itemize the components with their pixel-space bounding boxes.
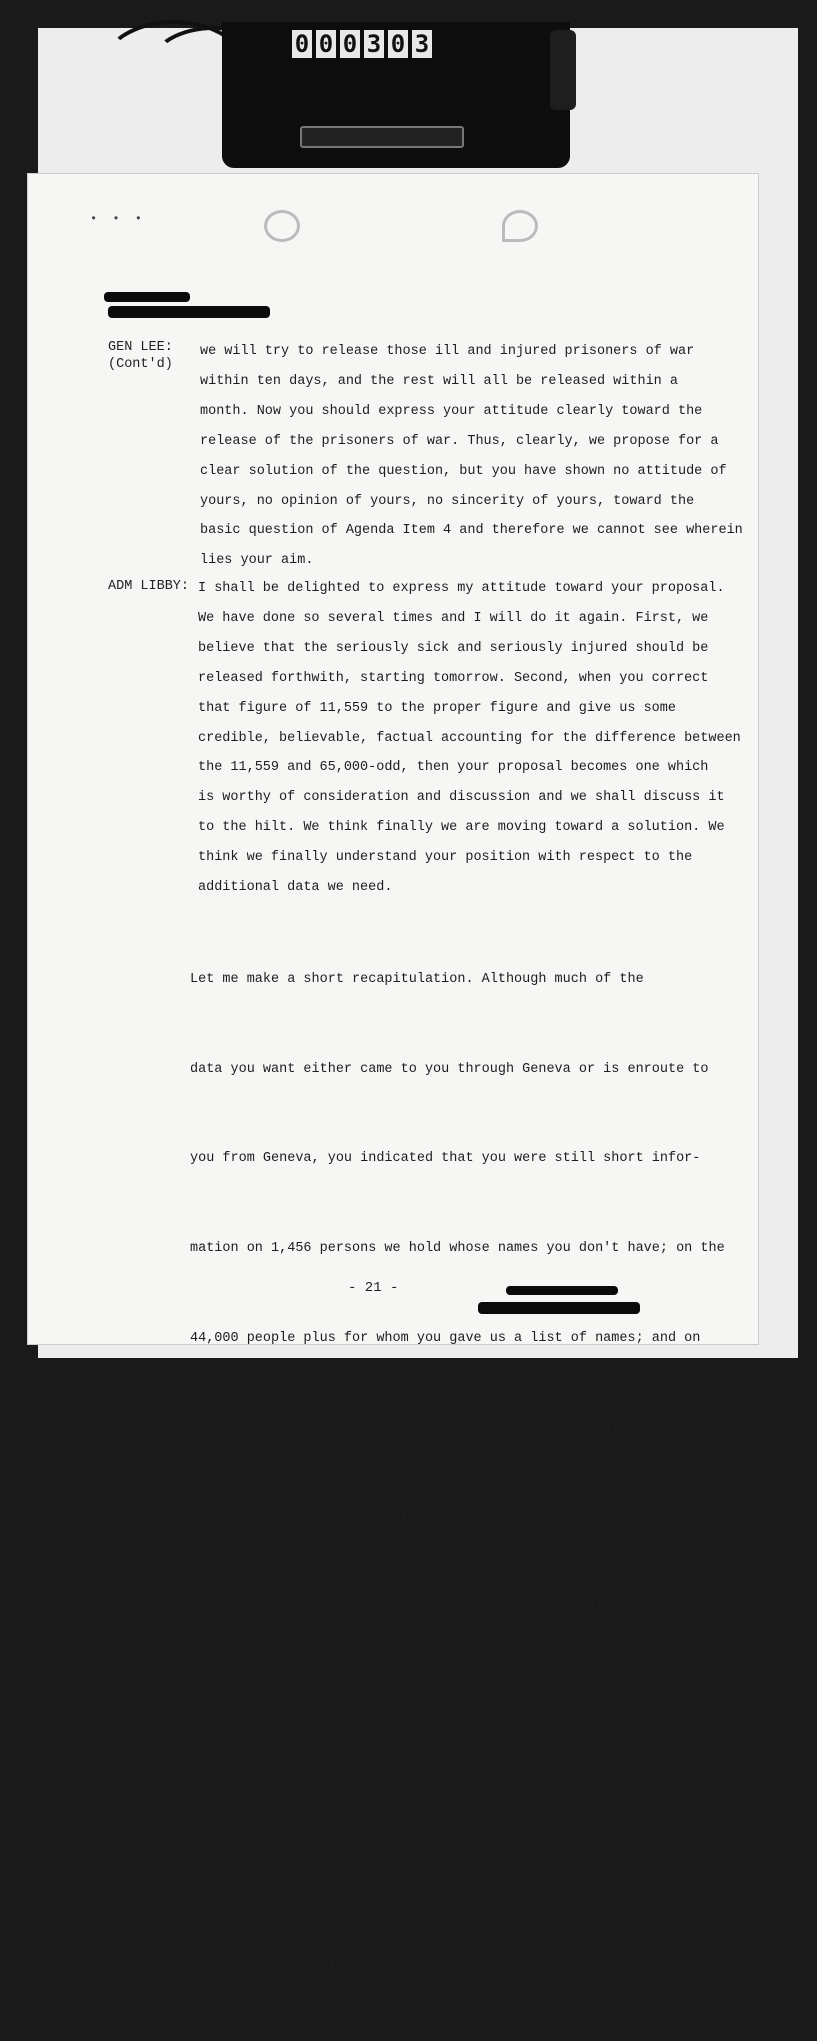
counter-plate <box>300 126 464 148</box>
text-line: yours, no opinion of yours, no sincerity of yours, toward the <box>200 493 695 509</box>
counter-digit: 0 <box>316 30 336 58</box>
text-line: data you want either came to you through Geneva or is enroute to <box>190 1061 709 1077</box>
text-line: escapees. Since we now know exactly what you need to bring your <box>190 1689 701 1705</box>
speaker-name: ADM LIBBY: <box>108 579 190 594</box>
text-line: released forthwith, starting tomorrow. Second, when you correct <box>198 670 709 686</box>
speech-paragraph <box>190 905 730 2041</box>
text-line: additional data we need. <box>198 880 393 896</box>
document-page <box>28 174 758 1974</box>
text-line: clear solution of the question, but you have shown no attitude of <box>200 463 727 479</box>
text-line: certain information regarding ranks and units. You also indicated, <box>190 1420 725 1436</box>
speaker-note: (Cont'd) <box>108 357 173 372</box>
speech-block <box>200 337 743 576</box>
counter-digit: 0 <box>340 30 360 58</box>
text-line: within ten days, and the rest will all be released within a <box>200 373 678 389</box>
text-line: basic question of Agenda Item 4 and therefore we cannot see wherein <box>200 523 743 539</box>
counter-digits <box>292 30 432 58</box>
punch-hole-icon <box>264 210 300 242</box>
text-line: month. Now you should express your attitude clearly toward the <box>200 403 703 419</box>
text-line: release of the prisoners of war. Thus, clearly, we propose for a <box>200 433 719 449</box>
text-line: mation on 1,456 persons we hold whose names you don't have; on the <box>190 1240 725 1256</box>
counter-knob <box>550 30 576 110</box>
redaction-bar <box>108 306 270 318</box>
punch-hole-icon <box>502 210 538 242</box>
text-line: Let me make a short recapitulation. Although much of the <box>190 971 644 987</box>
text-line: We have done so several times and I will do it again. First, we <box>198 610 709 626</box>
speaker-label <box>108 578 198 595</box>
text-line: as we can put it together. Clearly, then, you will have full <box>190 1869 677 1884</box>
text-line: is worthy of consideration and discussion and we shall discuss it <box>198 790 725 806</box>
text-line: mation brought up to date: first, deaths in captivity; second, <box>190 1599 693 1615</box>
top-marks: • • • <box>90 212 147 226</box>
redaction-bar <box>104 292 190 302</box>
text-line: think we finally understand your position with respect to the <box>198 850 693 866</box>
speaker-name: GEN LEE: <box>108 340 173 355</box>
text-line: I shall be delighted to express my attitude toward your proposal. <box>198 581 725 596</box>
text-line: 44,000 people plus for whom you gave us a list of names; and on <box>190 1330 701 1346</box>
redaction-bar <box>506 1286 618 1295</box>
text-line: you from Geneva, you indicated that you were still short infor- <box>190 1151 701 1167</box>
text-line: to the hilt. We think finally we are moving toward a solution. We <box>198 820 725 836</box>
text-line: data fully up to date, we will gladly give it to you just as soon <box>190 1779 717 1795</box>
text-line: we finally discovered, that you need to have the following infor- <box>190 1510 717 1526</box>
text-line: we will try to release those ill and injured prisoners of war <box>200 344 695 359</box>
text-line: believe that the seriously sick and seriously injured should be <box>198 640 709 656</box>
speech-block <box>198 574 741 903</box>
counter-digit: 3 <box>412 30 432 58</box>
redaction-bar <box>478 1302 640 1314</box>
text-line: lies your aim. <box>200 553 314 569</box>
text-line: information on all the prisoners of war who have been in our hands <box>190 1958 725 1974</box>
text-line: credible, believable, factual accounting for the difference between <box>198 730 741 746</box>
speaker-label <box>108 339 198 373</box>
counter-digit: 3 <box>364 30 384 58</box>
page-number: - 21 - <box>348 1280 399 1296</box>
counter-digit: 0 <box>388 30 408 58</box>
frame-counter <box>222 22 570 168</box>
text-line: the 11,559 and 65,000-odd, then your proposal becomes one which <box>198 760 709 776</box>
counter-digit: 0 <box>292 30 312 58</box>
text-line: that figure of 11,559 to the proper figure and give us some <box>198 700 676 716</box>
